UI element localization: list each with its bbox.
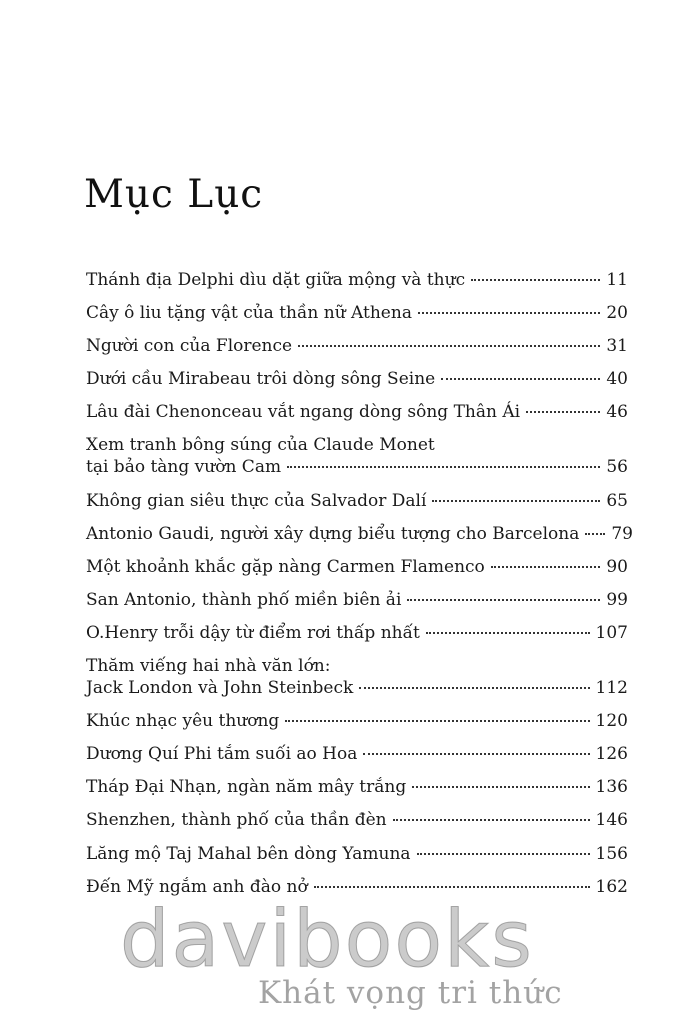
toc-entry-title: tại bảo tàng vườn Cam: [86, 457, 282, 478]
toc-page-number: 40: [606, 369, 628, 390]
dot-leader: [426, 632, 590, 634]
toc-page-number: 126: [595, 744, 628, 765]
toc-page-number: 156: [595, 843, 628, 864]
toc-entry-title: Thăm viếng hai nhà văn lớn:: [86, 656, 331, 677]
toc-page-number: 46: [606, 402, 628, 423]
toc-entry-title: Cây ô liu tặng vật của thần nữ Athena: [86, 303, 412, 324]
page-title: Mục Lục: [84, 172, 264, 217]
toc-entry-title: Người con của Florence: [86, 336, 293, 357]
dot-leader: [418, 312, 600, 314]
watermark-tagline: Khát vọng tri thức: [258, 975, 563, 1011]
dot-leader: [526, 411, 600, 413]
toc-entry: [86, 435, 628, 479]
dot-leader: [441, 378, 600, 380]
toc-page-number: 107: [595, 622, 628, 643]
toc-entry: [86, 656, 628, 700]
toc-entry-title: Không gian siêu thực của Salvador Dalí: [86, 490, 427, 511]
toc-entry: [86, 270, 628, 292]
toc-page-number: 136: [595, 777, 628, 798]
toc-entry: [86, 491, 628, 513]
toc-entry-title: Jack London và John Steinbeck: [86, 678, 354, 699]
toc-page-number: 120: [595, 711, 628, 732]
toc-entry-title: O.Henry trỗi dậy từ điểm rơi thấp nhất: [86, 622, 420, 643]
toc-entry: [86, 711, 628, 733]
toc-page-number: 90: [606, 556, 628, 577]
dot-leader: [359, 687, 589, 689]
toc-entry: [86, 810, 628, 832]
toc-page-number: 56: [606, 457, 628, 478]
table-of-contents: [86, 270, 633, 910]
toc-entry-title: Antonio Gaudi, người xây dựng biểu tượng cho Barcelona: [86, 523, 580, 544]
dot-leader: [412, 786, 589, 788]
toc-entry: [86, 369, 628, 391]
toc-page-number: 162: [595, 876, 628, 897]
dot-leader: [417, 853, 590, 855]
toc-page-number: 31: [606, 336, 628, 357]
toc-entry: [86, 623, 628, 645]
toc-page-number: 146: [595, 810, 628, 831]
toc-entry: [86, 844, 628, 866]
dot-leader: [491, 566, 601, 568]
toc-entry: [86, 777, 628, 799]
dot-leader: [471, 279, 600, 281]
toc-page-number: 11: [606, 270, 628, 290]
toc-entry: [86, 523, 633, 546]
dot-leader: [393, 819, 590, 821]
toc-page-number: 79: [611, 523, 633, 544]
toc-entry-title: Đến Mỹ ngắm anh đào nở: [86, 876, 308, 897]
toc-entry-title: Lâu đài Chenonceau vắt ngang dòng sông Thân Ái: [86, 402, 521, 423]
dot-leader: [287, 466, 600, 468]
dot-leader: [298, 345, 600, 347]
toc-entry-title: Thánh địa Delphi dìu dặt giữa mộng và thực: [86, 270, 466, 290]
toc-entry: [86, 336, 628, 358]
watermark-logo: davibooks: [120, 895, 534, 985]
toc-page-number: 112: [595, 678, 628, 699]
dot-leader: [407, 599, 600, 601]
toc-entry: [86, 744, 628, 766]
toc-entry-title: Lăng mộ Taj Mahal bên dòng Yamuna: [86, 843, 411, 864]
dot-leader: [585, 533, 605, 535]
toc-entry: [86, 303, 628, 325]
toc-page-number: 99: [606, 589, 628, 610]
toc-entry: [86, 557, 628, 579]
toc-entry-title: Xem tranh bông súng của Claude Monet: [86, 435, 435, 456]
dot-leader: [285, 720, 589, 722]
dot-leader: [432, 500, 600, 502]
toc-entry-title: Dưới cầu Mirabeau trôi dòng sông Seine: [86, 369, 436, 390]
dot-leader: [363, 753, 589, 755]
dot-leader: [314, 886, 590, 888]
toc-entry-title: Khúc nhạc yêu thương: [86, 711, 280, 732]
toc-entry-title: Tháp Đại Nhạn, ngàn năm mây trắng: [86, 777, 407, 798]
toc-entry-title: Một khoảnh khắc gặp nàng Carmen Flamenco: [86, 556, 485, 577]
toc-page-number: 20: [606, 303, 628, 324]
toc-entry: [86, 402, 628, 424]
toc-entry-title: Shenzhen, thành phố của thần đèn: [86, 810, 387, 831]
toc-page-number: 65: [606, 490, 628, 511]
toc-entry: [86, 590, 628, 612]
toc-entry-title: San Antonio, thành phố miền biên ải: [86, 589, 402, 610]
toc-entry-title: Dương Quí Phi tắm suối ao Hoa: [86, 744, 358, 765]
